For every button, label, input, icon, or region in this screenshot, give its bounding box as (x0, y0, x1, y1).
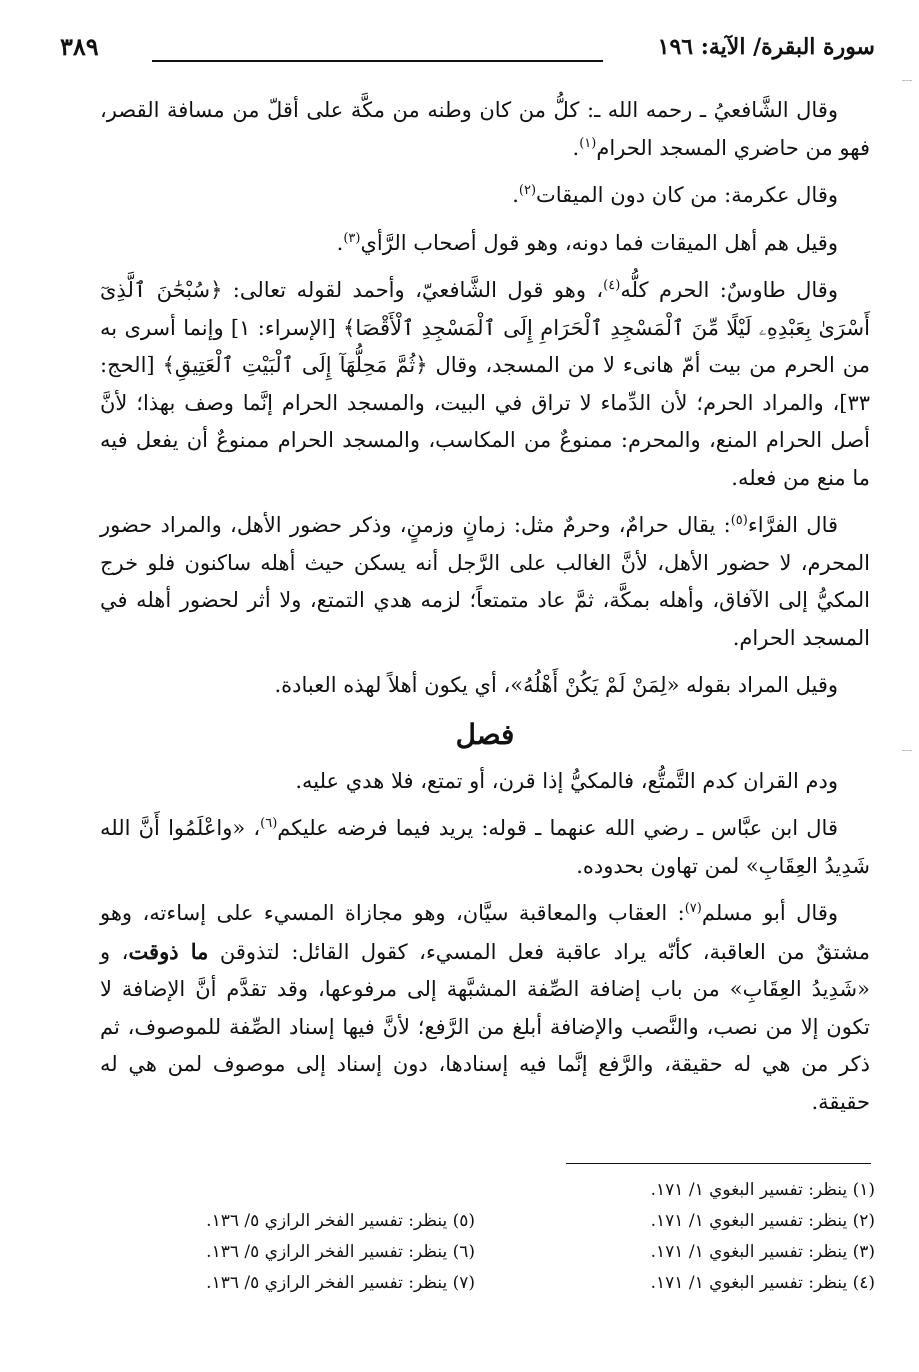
footnote-5: (٥) ينظر: تفسير الفخر الرازي ٥/ ١٣٦. (206, 1211, 475, 1231)
margin-tick (902, 80, 912, 81)
footnote-6: (٦) ينظر: تفسير الفخر الرازي ٥/ ١٣٦. (206, 1242, 475, 1262)
paragraph-ibn-abbas: قال ابن عبَّاس ـ رضي الله عنهما ـ قوله: يريد فيما فرضه عليكم$^{(٦)}$، «واعْلَمُوا أَنَّ الله شَدِيدُ العِقَابِ» لمن تهاون بحدوده. (100, 816, 870, 878)
footnote-3: (٣) ينظر: تفسير البغوي ١/ ١٧١. (650, 1242, 875, 1262)
footnote-2: (٢) ينظر: تفسير البغوي ١/ ١٧١. (650, 1211, 875, 1231)
paragraph-abu-muslim: وقال أبو مسلم$^{(٧)}$: العقاب والمعاقبة سيَّان، وهو مجازاة المسيء على إساءته، وهو مشتقٌ من العاقبة، كأنّه يراد عاقبة فعل المسيء، كقول القائل: لتذوقن ما ذوقت، و «شَدِيدُ العِقَابِ» من باب إضافة الصِّفة المشبَّهة إلى مرفوعها، وقد تقدَّم أنَّ الإضافة لا تكون إلا من نصب، والنَّصب والإضافة أبلغ من الرَّفع؛ لأنَّ فيها إسناد الصِّفة للموصوف، ثم ذكر من هي له حقيقة، والرَّفع إنَّما فيه إسنادها، دون إسناد إلى موصوف لمن هي له حقيقة. (100, 901, 870, 1114)
paragraph-ashab-alrai: وقيل هم أهل الميقات فما دونه، وهو قول أصحاب الرَّأي$^{(٣)}$. (336, 230, 838, 255)
main-text (100, 92, 870, 1131)
footnote-ref[interactable]: (٦) (260, 816, 278, 831)
paragraph-qiran: ودم القران كدم التَّمتُّع، فالمكيُّ إذا قرن، أو تمتع، فلا هدي عليه. (295, 768, 838, 793)
margin-tick (902, 750, 912, 751)
footnote-ref[interactable]: (١) (579, 135, 597, 151)
footnote-1: (١) ينظر: تفسير البغوي ١/ ١٧١. (650, 1180, 875, 1200)
footnote-7: (٧) ينظر: تفسير الفخر الرازي ٥/ ١٣٦. (206, 1273, 475, 1293)
bold-phrase: ما ذوقت (128, 938, 209, 964)
paragraph-ahluhu: وقيل المراد بقوله «لِمَنْ لَمْ يَكُنْ أَهْلُهُ»، أي يكون أهلاً لهذه العبادة. (274, 673, 838, 697)
footnote-ref[interactable]: (٧) (684, 901, 702, 916)
footnote-4: (٤) ينظر: تفسير البغوي ١/ ١٧١. (650, 1273, 875, 1293)
page-number: ٣٨٩ (60, 32, 99, 61)
footnote-ref[interactable]: (٢) (518, 183, 537, 198)
footnote-rule (566, 1163, 871, 1164)
paragraph-farra: قال الفرَّاء$^{(٥)}$: يقال حرامٌ، وحرمٌ مثل: زمانٍ وزمنٍ، وذكر حضور الأهل، والمراد حضور المحرم، لا حضور الأهل، لأنَّ الغالب على الرَّجل أنه يسكن حيث أهله ساكنون فلو خرج المكيُّ إلى الآفاق، وأهله بمكَّة، ثمَّ عاد متمتعاً؛ لزمه هدي التمتع، ولا أثر لحضور أهله في المسجد الحرام. (100, 513, 870, 650)
page-header (60, 28, 875, 68)
footnote-ref[interactable]: (٥) (730, 513, 748, 528)
header-rule (152, 60, 603, 62)
paragraph-shafii: وقال الشَّافعيُ ـ رحمه الله ـ: كلُّ من كان وطنه من مكَّة على أقلّ من مسافة القصر، فهو من حاضري المسجد الحرام$^{(١)}$. (100, 98, 870, 160)
footnote-ref[interactable]: (٤) (603, 278, 621, 293)
footnotes-column-right (651, 1175, 875, 1299)
section-heading: فصل (455, 717, 515, 751)
paragraph-tawus: وقال طاوسٌ: الحرم كلُّه$^{(٤)}$، وهو قول الشَّافعيّ، وأحمد لقوله تعالى: ﴿سُبْحَٰنَ ٱلَّذِىٓ أَسْرَىٰ بِعَبْدِهِۦ لَيْلًا مِّنَ ٱلْمَسْجِدِ ٱلْحَرَامِ إِلَى ٱلْمَسْجِدِ ٱلْأَقْصَا﴾ [الإسراء: ١] وإنما أسرى به من الحرم من بيت أمّ هانىء لا من المسجد، وقال ﴿ثُمَّ مَحِلُّهَآ إِلَى ٱلْبَيْتِ ٱلْعَتِيقِ﴾ [الحج: ٣٣]، والمراد الحرم؛ لأن الدِّماء لا تراق في البيت، والمسجد الحرام إنَّما وصف بهذا؛ لأنَّ أصل الحرام المنع، والمحرم: ممنوعٌ من المكاسب، والمسجد الحرام ممنوعٌ أن يفعل فيه ما منع من فعله. (100, 278, 870, 490)
paragraph-ikrima: وقال عكرمة: من كان دون الميقات$^{(٢)}$. (512, 183, 838, 207)
footnote-ref[interactable]: (٣) (343, 230, 361, 246)
running-title: سورة البقرة/ الآية: ١٩٦ (657, 34, 875, 60)
footnotes-column-left (206, 1175, 475, 1299)
